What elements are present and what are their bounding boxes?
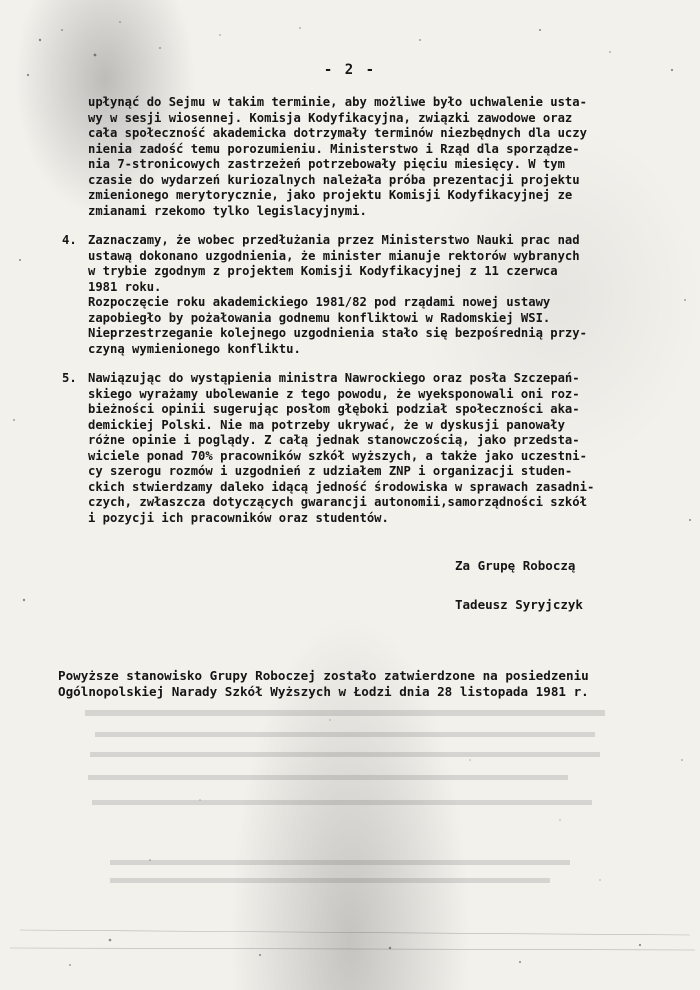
signature-name: Tadeusz Syryjczyk xyxy=(455,597,583,612)
text-line: w trybie zgodnym z projektem Komisji Kodyfikacyjnej z 11 czerwca xyxy=(88,264,558,278)
intro-continuation xyxy=(88,95,678,219)
text-line: ustawą dokonano uzgodnienia, że minister mianuje rektorów wybranych xyxy=(88,248,580,263)
text-line: cała społeczność akademicka dotrzymały terminów niezbędnych dla uczy xyxy=(88,126,587,140)
paragraph-number: 4. xyxy=(62,233,77,247)
text-line: Zaznaczamy, że wobec przedłużania przez Ministerstwo Nauki prac nad xyxy=(88,233,580,247)
text-line: Powyższe stanowisko Grupy Roboczej zostało zatwierdzone na posiedzeniu xyxy=(58,668,589,683)
text-line: Nawiązując do wystąpienia ministra Nawrockiego oraz posła Szczepań- xyxy=(88,371,580,385)
text-line: nienia zadość temu porozumieniu. Ministerstwo i Rząd dla sporządze- xyxy=(88,141,580,156)
text-line: skiego wyrażamy ubolewanie z tego powodu, że wyeksponowali oni roz- xyxy=(88,386,580,401)
approval-statement xyxy=(58,668,688,700)
text-line: wiciele ponad 70% pracowników szkół wyższych, a także jako uczestni- xyxy=(88,448,587,463)
document-body xyxy=(62,95,678,540)
text-line: zapobiegło by pożałowania godnemu konfliktowi w Radomskiej WSI. xyxy=(88,310,551,325)
paragraph-4 xyxy=(62,233,678,357)
text-line: bieżności opinii sugerując posłom głęboki podział społeczności aka- xyxy=(88,402,580,416)
text-line: nia 7-stronicowych zastrzeżeń potrzebowały pięciu miesięcy. W tym xyxy=(88,157,565,171)
text-line: czyną wymienionego konfliktu. xyxy=(88,341,301,356)
text-line: czasie do wydarzeń kuriozalnych należała próba prezentacji projektu xyxy=(88,172,580,187)
signature-group-label: Za Grupę Roboczą xyxy=(455,558,576,573)
text-line: Ogólnopolskiej Narady Szkół Wyższych w Łodzi dnia 28 listopada 1981 r. xyxy=(58,684,589,699)
text-line: czych, zwłaszcza dotyczących gwarancji autonomii,samorządności szkół xyxy=(88,495,587,509)
text-line: Nieprzestrzeganie kolejnego uzgodnienia stało się bezpośrednią przy- xyxy=(88,326,587,340)
text-line: upłynąć do Sejmu w takim terminie, aby możliwe było uchwalenie usta- xyxy=(88,95,587,109)
paragraph-5 xyxy=(62,371,678,526)
text-line: ckich stwierdzamy daleko idącą jedność środowiska w sprawach zasadni- xyxy=(88,479,595,494)
text-line: demickiej Polski. Nie ma potrzeby ukrywać, że w dyskusji panowały xyxy=(88,417,565,432)
text-line: różne opinie i poglądy. Z całą jednak stanowczością, jako przedsta- xyxy=(88,433,580,447)
text-line: cy szerogu rozmów i uzgodnień z udziałem ZNP i organizacji studen- xyxy=(88,464,573,478)
page-number: - 2 - xyxy=(323,62,377,78)
text-line: i pozycji ich pracowników oraz studentów. xyxy=(88,510,389,525)
text-line: zmianami rzekomo tylko legislacyjnymi. xyxy=(88,203,367,218)
text-line: wy w sesji wiosennej. Komisja Kodyfikacyjna, związki zawodowe oraz xyxy=(88,110,573,125)
paragraph-number: 5. xyxy=(62,371,77,385)
text-line: 1981 roku. xyxy=(88,279,162,294)
text-line: Rozpoczęcie roku akademickiego 1981/82 pod rządami nowej ustawy xyxy=(88,295,551,309)
text-line: zmienionego merytorycznie, jako projektu Komisji Kodyfikacyjnej ze xyxy=(88,188,573,202)
